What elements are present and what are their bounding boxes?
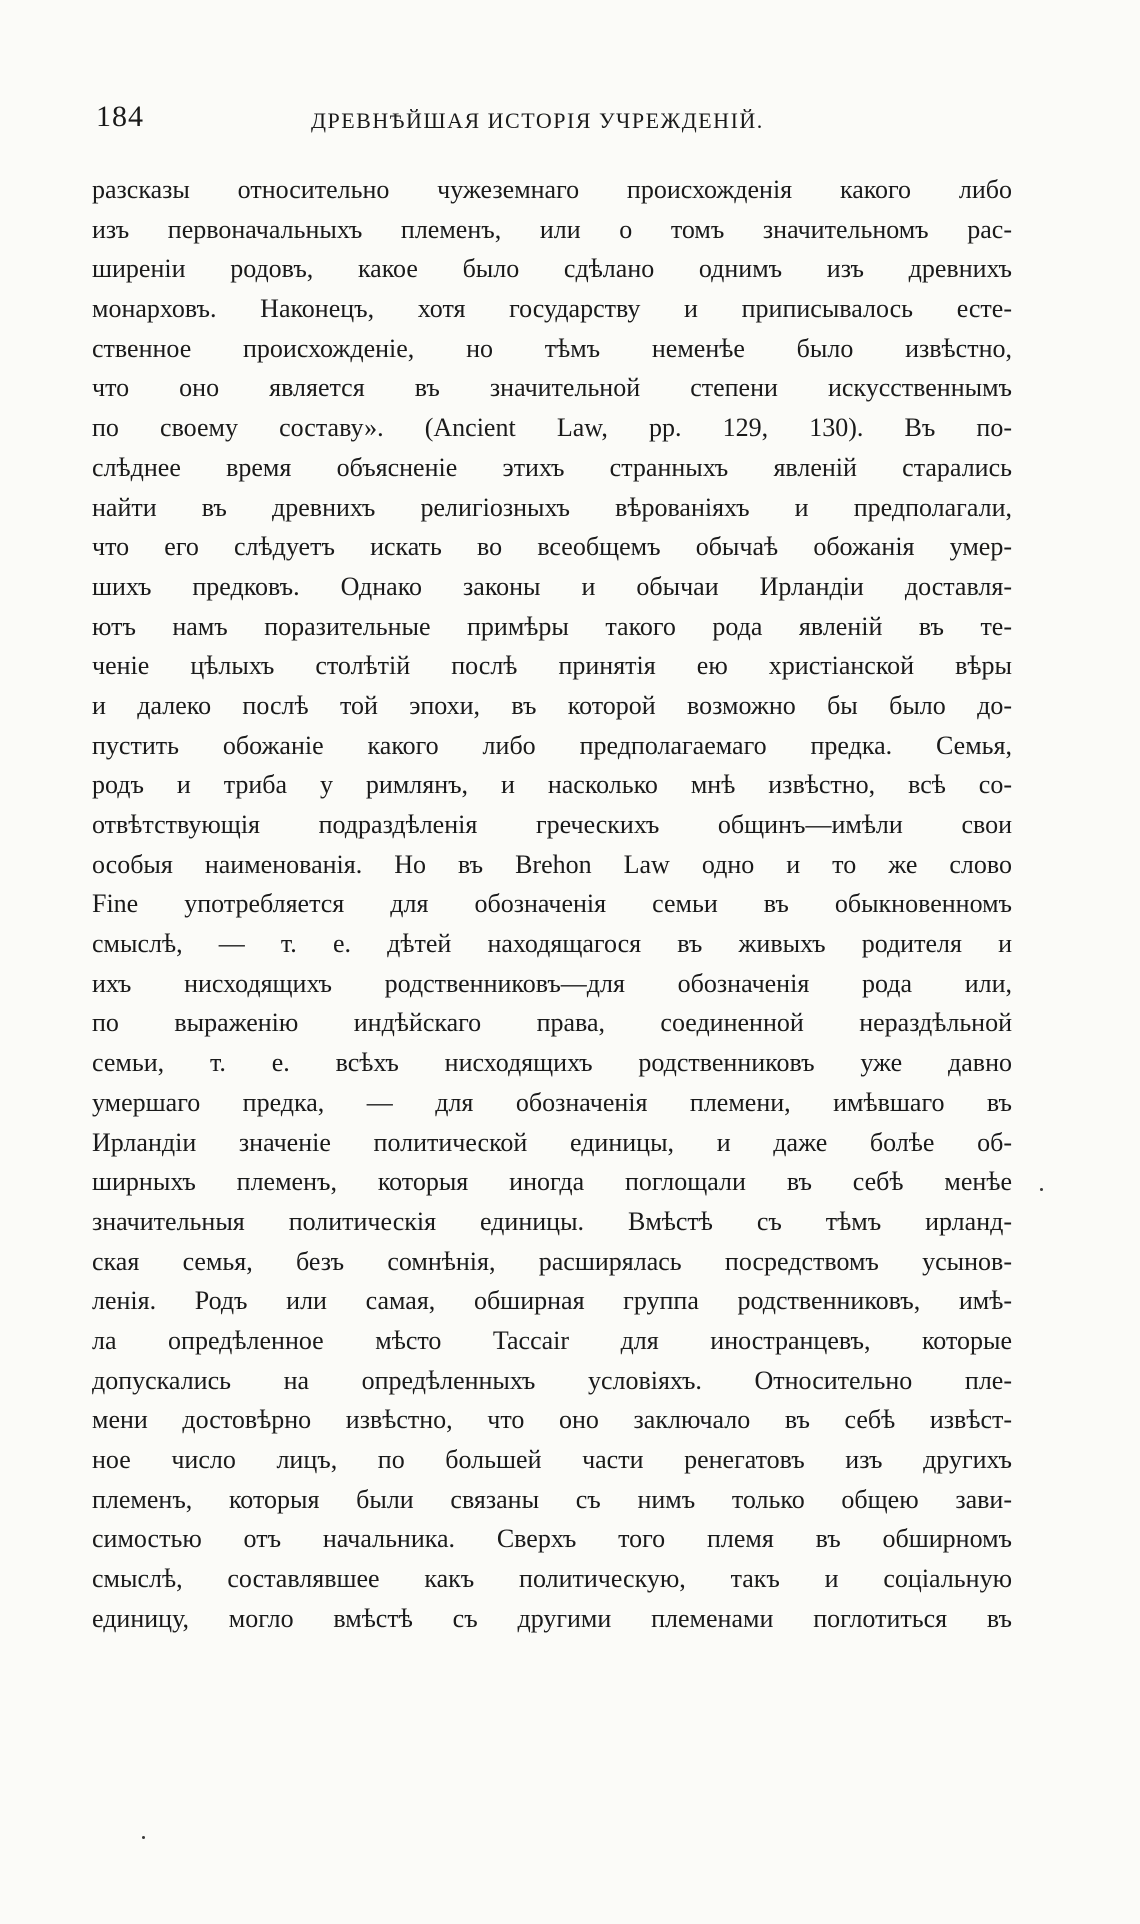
text-line: изъ первоначальныхъ племенъ, или о томъ значительномъ рас-: [92, 214, 1012, 244]
text-line: найти въ древнихъ религіозныхъ вѣрованіяхъ и предполагали,: [92, 492, 1012, 522]
text-line: слѣднее время объясненіе этихъ странныхъ явленій старались: [92, 452, 1012, 482]
running-head: ДРЕВНѢЙШАЯ ИСТОРІЯ УЧРЕЖДЕНІЙ.: [311, 108, 764, 133]
text-line: ихъ нисходящихъ родственниковъ—для обозначенія рода или,: [92, 968, 1012, 998]
text-line: ская семья, безъ сомнѣнія, расширялась посредствомъ усынов-: [92, 1246, 1012, 1276]
text-line: ное число лицъ, по большей части ренегатовъ изъ другихъ: [92, 1445, 1012, 1474]
text-line: по выраженію индѣйскаго права, соединенной нераздѣльной: [92, 1008, 1012, 1038]
text-line: смыслѣ, — т. е. дѣтей находящагося въ живыхъ родителя и: [92, 929, 1012, 959]
text-line: и далеко послѣ той эпохи, въ которой возможно бы было до-: [92, 690, 1012, 720]
text-line: ютъ намъ поразительные примѣры такого рода явленій въ те-: [92, 611, 1012, 641]
text-line: что оно является въ значительной степени искусственнымъ: [92, 373, 1012, 403]
text-line: ширныхъ племенъ, которыя иногда поглощали въ себѣ менѣе: [92, 1167, 1012, 1197]
text-line: особыя наименованія. Но въ Brehon Law одно и то же слово: [92, 849, 1012, 879]
text-line: семьи, т. е. всѣхъ нисходящихъ родственниковъ уже давно: [92, 1048, 1012, 1078]
text-line: пустить обожаніе какого либо предполагаемаго предка. Семья,: [92, 730, 1012, 760]
text-line: смыслѣ, составлявшее какъ политическую, такъ и соціальную: [92, 1564, 1012, 1594]
text-line: Fine употребляется для обозначенія семьи въ обыкновенномъ: [92, 889, 1012, 919]
text-line: разсказы относительно чужеземнаго происхожденія какого либо: [92, 175, 1012, 204]
text-line: мени достовѣрно извѣстно, что оно заключало въ себѣ извѣст-: [92, 1405, 1012, 1435]
text-line: ла опредѣленное мѣсто Taccair для иностранцевъ, которые: [92, 1325, 1012, 1355]
text-line: Ирландіи значеніе политической единицы, и даже болѣе об-: [92, 1127, 1012, 1157]
text-line: значительныя политическія единицы. Вмѣстѣ съ тѣмъ ирланд-: [92, 1206, 1012, 1236]
text-line: ширеніи родовъ, какое было сдѣлано однимъ изъ древнихъ: [92, 254, 1012, 284]
text-line: отвѣтствующія подраздѣленія греческихъ общинъ—имѣли свои: [92, 810, 1012, 839]
text-line: ченіе цѣлыхъ столѣтій послѣ принятія ею христіанской вѣры: [92, 651, 1012, 681]
page-number: 184: [96, 100, 144, 133]
text-line: ленія. Родъ или самая, обширная группа родственниковъ, имѣ-: [92, 1286, 1012, 1316]
text-line: племенъ, которыя были связаны съ нимъ только общею зави-: [92, 1484, 1012, 1514]
text-line: по своему составу». (Ancient Law, pp. 129, 130). Въ по-: [92, 413, 1012, 443]
text-line: симостью отъ начальника. Сверхъ того племя въ обширномъ: [92, 1524, 1012, 1554]
text-line: что его слѣдуетъ искать во всеобщемъ обычаѣ обожанія умер-: [92, 532, 1012, 562]
text-line: родъ и триба у римлянъ, и насколько мнѣ извѣстно, всѣ со-: [92, 770, 1012, 800]
text-line: допускались на опредѣленныхъ условіяхъ. Относительно пле-: [92, 1365, 1012, 1395]
body-text: [92, 170, 1012, 1638]
text-line: шихъ предковъ. Однако законы и обычаи Ирландіи доставля-: [92, 571, 1012, 601]
text-line: ственное происхожденіе, но тѣмъ неменѣе было извѣстно,: [92, 333, 1012, 363]
scan-speck: [1040, 1188, 1043, 1191]
text-line: умершаго предка, — для обозначенія племени, имѣвшаго въ: [92, 1087, 1012, 1117]
text-line: единицу, могло вмѣстѣ съ другими племенами поглотиться въ: [92, 1603, 1012, 1633]
scan-speck: [142, 1836, 145, 1839]
text-line: монарховъ. Наконецъ, хотя государству и приписывалось есте-: [92, 294, 1012, 324]
page-header: [96, 100, 1006, 146]
